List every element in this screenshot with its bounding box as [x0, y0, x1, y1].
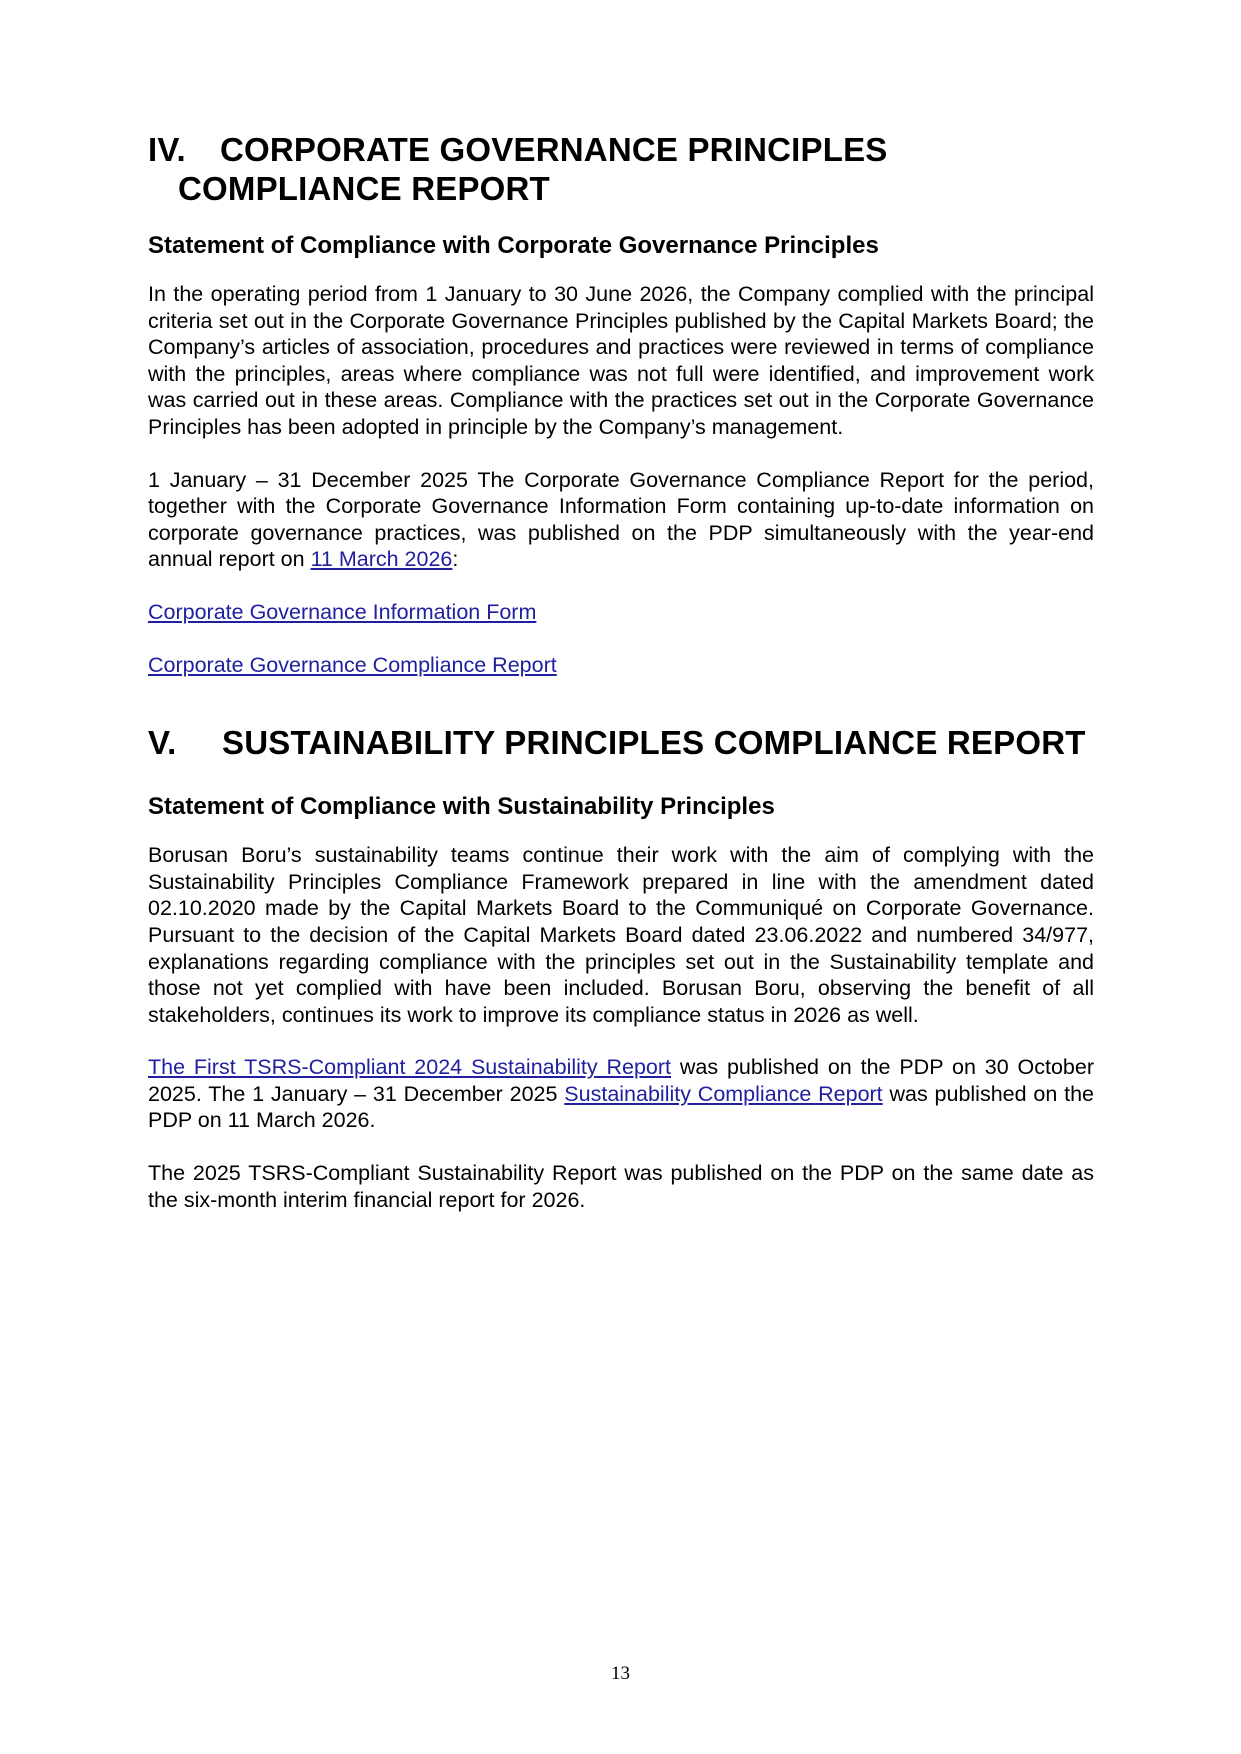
section-v-paragraph-3: The 2025 TSRS-Compliant Sustainability Report was published on the PDP on the same date as the six-month interim financial report for 2026. [148, 1161, 1094, 1212]
section-v-heading [148, 723, 1094, 762]
first-tsrs-sustainability-report-link[interactable]: The First TSRS-Compliant 2024 Sustainability Report [148, 1055, 672, 1080]
section-v-paragraph-1: Borusan Boru’s sustainability teams continue their work with the aim of complying with the Sustainability Principles Compliance Framework prepared in line with the amendment dated 02.10.2020 made by the Capital Markets Board to the Communiqué on Corporate Governance. Pursuant to the decision of the Capital Markets Board dated 23.06.2022 and numbered 34/977, explanations regarding compliance with the principles set out in the Sustainability template and those not yet complied with have been included. Borusan Boru, observing the benefit of all stakeholders, continues its work to improve its compliance status in 2026 as well. [148, 843, 1094, 1027]
section-iv-paragraph-2-text: 1 January – 31 December 2025 The Corporate Governance Compliance Report for the period, together with the Corporate Governance Information Form containing up-to-date information on corporate governance practices, was published on the PDP simultaneously with the year-end annual report on [148, 467, 1094, 572]
corporate-governance-info-form-link[interactable]: Corporate Governance Information Form [148, 599, 537, 624]
section-iv-subtitle: Statement of Compliance with Corporate Governance Principles [148, 232, 879, 259]
section-v-paragraph-2-end: was published on the PDP on 11 March 2026. [148, 1081, 1095, 1133]
section-iv-paragraph-2-end: : [452, 547, 459, 572]
sustainability-compliance-report-link[interactable]: Sustainability Compliance Report [564, 1081, 883, 1106]
annual-report-date-link[interactable]: 11 March 2026 [310, 547, 453, 572]
section-v-number: V. [148, 724, 177, 762]
section-iv-paragraph-2 [148, 467, 1094, 573]
section-iv-paragraph-1: In the operating period from 1 January to 30 June 2026, the Company complied with the principal criteria set out in the Corporate Governance Principles published by the Capital Markets Board; the Company’s articles of association, procedures and practices were reviewed in terms of compliance with the principles, areas where compliance was not full were identified, and improvement work was carried out in these areas. Compliance with the practices set out in the Corporate Governance Principles has been adopted in principle by the Company’s management. [148, 282, 1094, 439]
section-iv-title-line1: CORPORATE GOVERNANCE PRINCIPLES [220, 131, 888, 168]
section-v-paragraph-2 [148, 1054, 1094, 1134]
section-iv-number: IV. [148, 131, 186, 168]
section-iv-heading [148, 130, 1094, 208]
page-number: 13 [611, 1663, 630, 1684]
section-v-subtitle: Statement of Compliance with Sustainability Principles [148, 793, 775, 821]
document-page [148, 130, 1094, 1213]
section-v-paragraph-2-mid: was published on the PDP on 30 October 2025. The 1 January – 31 December 2025 [148, 1055, 1094, 1106]
compliance-report-link-paragraph [148, 652, 1094, 679]
section-iv-title-line2: COMPLIANCE REPORT [178, 170, 550, 207]
info-form-link-paragraph [148, 599, 1094, 626]
section-v-title: SUSTAINABILITY PRINCIPLES COMPLIANCE REPORT [222, 724, 1086, 762]
corporate-governance-compliance-report-link[interactable]: Corporate Governance Compliance Report [148, 652, 557, 677]
